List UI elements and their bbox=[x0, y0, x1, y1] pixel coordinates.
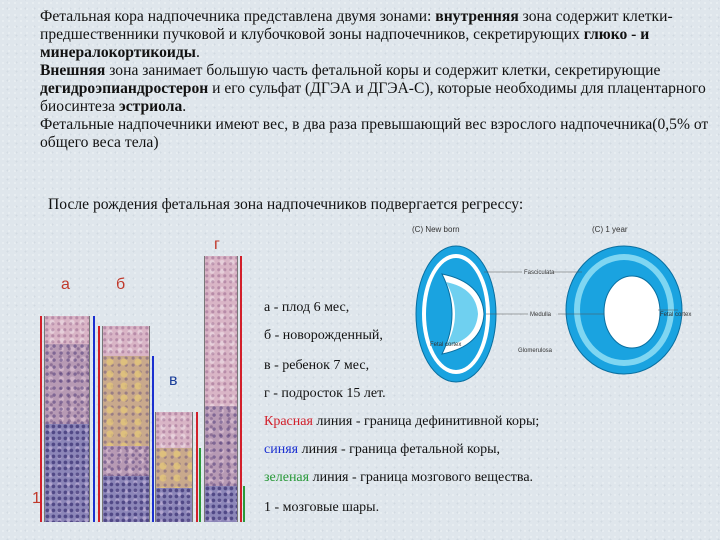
p2-text-b: зона занимает большую часть фетальной коры и содержит клетки, секретирующие bbox=[105, 62, 661, 79]
tissue-column-g bbox=[204, 256, 238, 522]
legend-g: г - подросток 15 лет. bbox=[264, 386, 386, 401]
p1-text-a: Фетальная кора надпочечника представлена двумя зонами: bbox=[40, 8, 436, 25]
legend-v: в - ребенок 7 мес, bbox=[264, 358, 370, 373]
p2-text-f: . bbox=[182, 98, 187, 115]
label-glomerulosa: Glomerulosa bbox=[518, 348, 553, 354]
tissue-column-a bbox=[44, 316, 90, 522]
p1-bold-inner: внутренняя bbox=[435, 8, 519, 25]
newborn-gland bbox=[416, 246, 496, 382]
label-b: б bbox=[116, 276, 126, 293]
label-a: а bbox=[61, 276, 70, 293]
label-v: в bbox=[169, 372, 178, 389]
p2-bold-estriol: эстриола bbox=[118, 98, 183, 115]
p1-text-e: . bbox=[195, 44, 200, 61]
paragraph-2 bbox=[40, 62, 716, 116]
legend-a: а - плод 6 мес, bbox=[264, 300, 350, 315]
definitive-border-line-g bbox=[240, 256, 242, 522]
p2-bold-outer: Внешняя bbox=[40, 62, 106, 79]
fetal-border-line-a bbox=[93, 316, 95, 522]
paragraph-3: Фетальные надпочечники имеют вес, в два раза превышающий вес взрослого надпочечника(0,5% от общего веса тела) bbox=[40, 116, 709, 151]
intro-text bbox=[40, 8, 716, 152]
fetal-border-line-b bbox=[152, 356, 154, 522]
legend-blue-line: синяя линия - граница фетальной коры, bbox=[264, 442, 501, 457]
label-c-1year: (C) 1 year bbox=[592, 225, 628, 234]
p1-bold-hormones: глюко - и минералокортикоиды bbox=[40, 26, 650, 61]
tissue-column-b bbox=[102, 326, 150, 522]
adrenal-diagram bbox=[412, 222, 712, 392]
legend-red-line: Красная линия - граница дефинитивной коры; bbox=[264, 414, 540, 429]
medulla-border-line-v bbox=[199, 448, 201, 522]
label-fetal-cortex-right: Fetal cortex bbox=[660, 312, 692, 318]
legend-b: б - новорожденный, bbox=[264, 328, 383, 343]
label-1: 1 bbox=[32, 490, 41, 507]
regression-heading: После рождения фетальная зона надпочечников подвергается регрессу: bbox=[48, 196, 524, 213]
medulla-border-line-g bbox=[243, 486, 245, 522]
tissue-column-v bbox=[155, 412, 193, 522]
definitive-border-line-a bbox=[40, 316, 42, 522]
legend-green-line: зеленая линия - граница мозгового вещества. bbox=[264, 470, 534, 485]
paragraph-1 bbox=[40, 8, 716, 62]
p2-bold-dhea: дегидроэпиандростерон bbox=[40, 80, 209, 97]
p1-text-c: зона содержит клетки-предшественники пучковой и клубочковой зоны надпочечников, секретирующих bbox=[40, 8, 673, 43]
legend-medullary-balls: 1 - мозговые шары. bbox=[264, 500, 380, 515]
definitive-border-line-v bbox=[196, 412, 198, 522]
label-fasciculata: Fasciculata bbox=[524, 270, 555, 276]
label-c-newborn: (C) New born bbox=[412, 225, 460, 234]
label-medulla: Medulla bbox=[530, 312, 552, 318]
label-fetal-cortex-left: Fetal cortex bbox=[430, 342, 462, 348]
label-g: г bbox=[214, 236, 220, 253]
definitive-border-line-b bbox=[98, 326, 100, 522]
p2-text-d: и его сульфат (ДГЭА и ДГЭА-С), которые необходимы для плацентарного биосинтеза bbox=[40, 80, 706, 115]
